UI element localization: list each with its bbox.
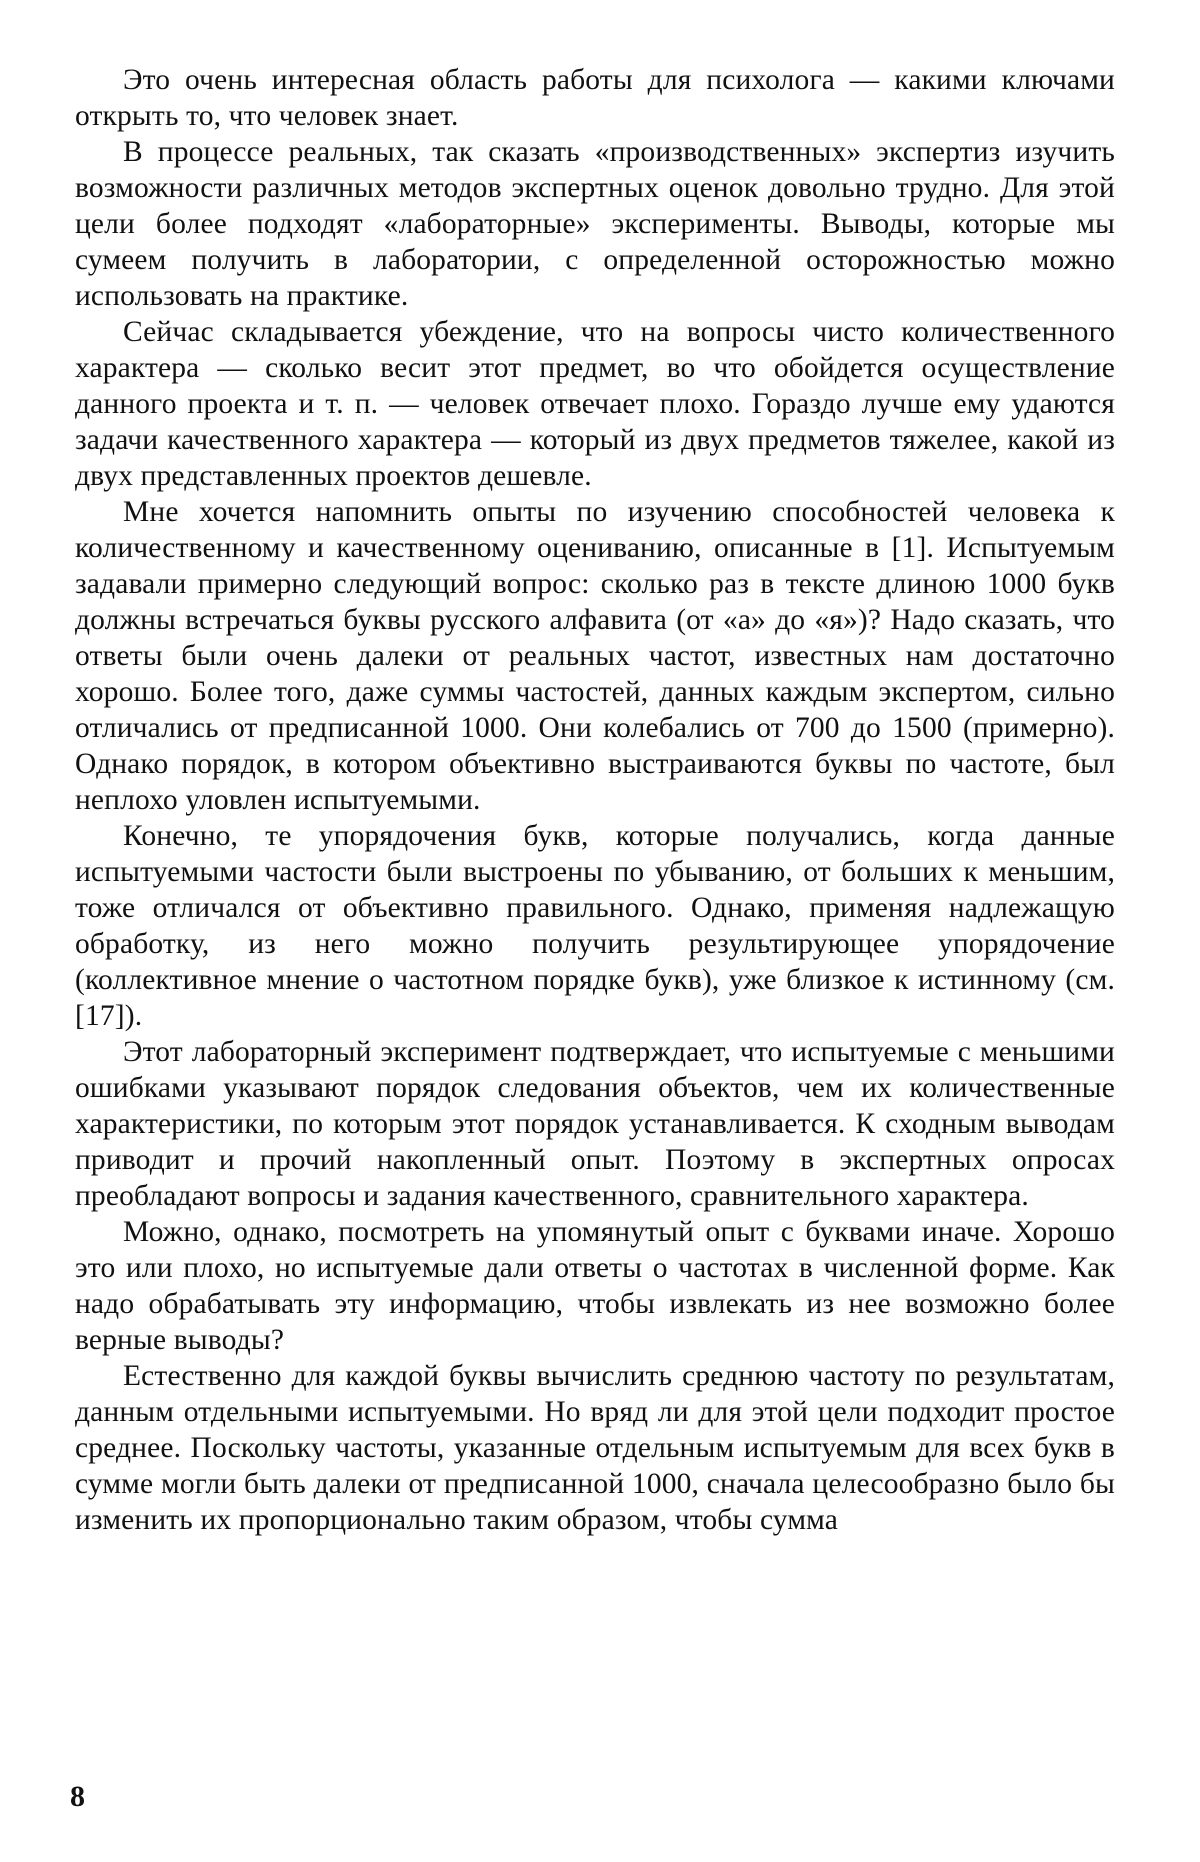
paragraph-5: Конечно, те упорядочения букв, которые получались, когда данные испытуемыми частости были выстроены по убыванию, от больших к меньшим, тоже отличался от объективно правильного. Однако, применяя надлежащую обработку, из него можно получить результирующее упорядочение (коллективное мнение о частотном порядке букв), уже близкое к истинному (см. [17]).	[75, 820, 1115, 1032]
paragraph-7: Можно, однако, посмотреть на упомянутый опыт с буквами иначе. Хорошо это или плохо, но испытуемые дали ответы о частотах в численной форме. Как надо обрабатывать эту информацию, чтобы извлекать из нее возможно более верные выводы?	[75, 1216, 1115, 1356]
paragraph-2: В процессе реальных, так сказать «производственных» экспертиз изучить возможности различных методов экспертных оценок довольно трудно. Для этой цели более подходят «лабораторные» эксперименты. Выводы, которые мы сумеем получить в лаборатории, с определенной осторожностью можно использовать на практике.	[75, 136, 1115, 312]
paragraph-1: Это очень интересная область работы для психолога — какими ключами открыть то, что человек знает.	[75, 64, 1115, 132]
paragraph-6: Этот лабораторный эксперимент подтверждает, что испытуемые с меньшими ошибками указывают порядок следования объектов, чем их количественные характеристики, по которым этот порядок устанавливается. К сходным выводам приводит и прочий накопленный опыт. Поэтому в экспертных опросах преобладают вопросы и задания качественного, сравнительного характера.	[75, 1036, 1115, 1212]
paragraph-3: Сейчас складывается убеждение, что на вопросы чисто количественного характера — сколько весит этот предмет, во что обойдется осуществление данного проекта и т. п. — человек отвечает плохо. Гораздо лучше ему удаются задачи качественного характера — который из двух предметов тяжелее, какой из двух представленных проектов дешевле.	[75, 316, 1115, 492]
paragraph-4: Мне хочется напомнить опыты по изучению способностей человека к количественному и качественному оцениванию, описанные в [1]. Испытуемым задавали примерно следующий вопрос: сколько раз в тексте длиною 1000 букв должны встречаться буквы русского алфавита (от «а» до «я»)? Надо сказать, что ответы были очень далеки от реальных частот, известных нам достаточно хорошо. Более того, даже суммы частостей, данных каждым экспертом, сильно отличались от предписанной 1000. Они колебались от 700 до 1500 (примерно). Однако порядок, в котором объективно выстраиваются буквы по частоте, был неплохо уловлен испытуемыми.	[75, 496, 1115, 816]
page-number: 8	[70, 1780, 85, 1813]
body-text	[75, 62, 1115, 1538]
paragraph-8: Естественно для каждой буквы вычислить среднюю частоту по результатам, данным отдельными испытуемыми. Но вряд ли для этой цели подходит простое среднее. Поскольку частоты, указанные отдельным испытуемым для всех букв в сумме могли быть далеки от предписанной 1000, сначала целесообразно было бы изменить их пропорционально таким образом, чтобы сумма	[75, 1360, 1115, 1536]
